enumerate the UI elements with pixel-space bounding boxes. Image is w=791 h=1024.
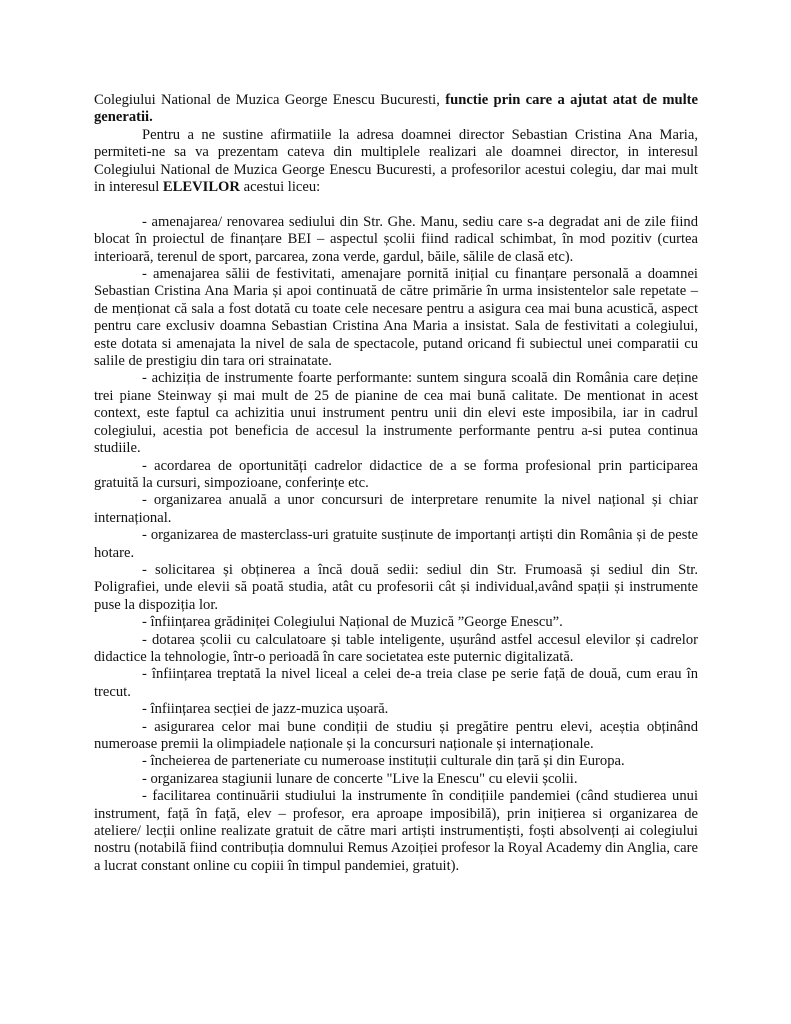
document-page — [94, 92, 698, 875]
list-item: - solicitarea și obținerea a încă două sedii: sediul din Str. Frumoasă și sediul din Str. Poligrafiei, unde elevii să poată studia, atât cu profesorii cât și individual,având spații și instrumente puse la dispoziția lor. — [94, 561, 698, 613]
list-item: - înființarea grădiniței Colegiului Național de Muzică ”George Enescu”. — [142, 614, 563, 631]
list-item: - încheierea de parteneriate cu numeroase instituții culturale din țară și din Europa. — [142, 753, 625, 770]
list-item: - organizarea anuală a unor concursuri de interpretare renumite la nivel național și chiar internațional. — [94, 492, 698, 526]
paragraph-gap — [94, 196, 698, 213]
list-item: - dotarea școlii cu calculatoare și table inteligente, ușurând astfel accesul elevilor și cadrelor didactice la tehnologie, într-o perioadă în care societatea este puternic digitalizată. — [94, 631, 698, 665]
intro-text: Colegiului National de Muzica George Enescu Bucuresti, — [94, 92, 446, 108]
intro-bold-text: functie prin care a ajutat atat de multe generatii. — [94, 92, 698, 126]
list-item: - organizarea de masterclass-uri gratuite susținute de importanți artiști din România și de peste hotare. — [94, 527, 698, 561]
list-item: - organizarea stagiunii lunare de concerte "Live la Enescu" cu elevii școlii. — [142, 770, 578, 787]
list-item: - asigurarea celor mai bune condiții de studiu și pregătire pentru elevi, aceștia obținând numeroase premii la olimpiadele naționale și la concursuri naționale și internaționale. — [94, 718, 698, 753]
list-item: - înființarea treptată la nivel liceal a celei de-a treia clase pe serie față de două, cum erau în trecut. — [94, 666, 698, 700]
elevilor-bold: ELEVILOR — [162, 179, 240, 196]
list-item: - amenajarea/ renovarea sediului din Str. Ghe. Manu, sediu care s-a degradat ani de zile fiind blocat în proiectul de finanțare BEI – aspectul școlii fiind radical schimbat, în mod pozitiv (curtea interioară, terenul de sport, parcarea, zona verde, gardul, băile, sălile de clasă etc). — [94, 213, 698, 265]
list-item: - achiziția de instrumente foarte performante: suntem singura scoală din România care deține trei piane Steinway și mai mult de 25 de pianine de cea mai bună calitate. De mentionat in acest context, este faptul ca achizitia unui instrument pentru unii din elevi este imposibila, iar in cadrul colegiului, acestia pot beneficia de accesul la instrumente performante pentru a-si putea continua studiile. — [94, 370, 698, 457]
list-item: - acordarea de oportunități cadrelor didactice de a se forma profesional prin participarea gratuită la cursuri, simpozioane, conferințe etc. — [94, 457, 698, 491]
list-item: - amenajarea sălii de festivitati, amenajare pornită inițial cu finanțare personală a doamnei Sebastian Cristina Ana Maria și apoi continuată de către primărie în urma insistentelor sale repetate – de menționat că sala a fost dotată cu toate cele necesare pentru a asigura cea mai buna acustică, aspect pentru care exclusiv doamna Sebastian Cristina Ana Maria a insistat. Sala de festivitati a colegiului, este dotata si amenajata la nivel de sala de spectacole, putand oricand fi subiectul unei comparatii cu salile de prestigiu din tara ori strainatate. — [94, 266, 698, 370]
intro-paragraph-2 — [94, 127, 698, 197]
intro-paragraph-1 — [94, 92, 698, 127]
list-item: - facilitarea continuării studiului la instrumente în condițiile pandemiei (când studierea unui instrument, față în față, elev – profesor, era aproape imposibilă), prin inițierea si organizarea de ateliere/ lecții online realizate gratuit de către mari artiști instrumentiști, foști absolvenți ai colegiului nostru (notabilă fiind contribuția domnului Remus Azoiției profesor la Royal Academy din Anglia, care a lucrat constant online cu copiii în timpul pandemiei, gratuit). — [94, 788, 698, 874]
list-item: - înființarea secției de jazz-muzica ușoară. — [142, 701, 389, 718]
intro-p2-text: Pentru a ne sustine afirmatiile la adresa doamnei director Sebastian Cristina Ana Maria, permiteti-ne sa va prezentam cateva din multiplele realizari ale doamnei director, in interesul Colegiului National de Muzica George Enescu Bucuresti, a profesorilor acestui colegiu, dar mai mult in interesul — [94, 126, 698, 196]
intro-p2-tail: acestui liceu: — [239, 179, 321, 196]
